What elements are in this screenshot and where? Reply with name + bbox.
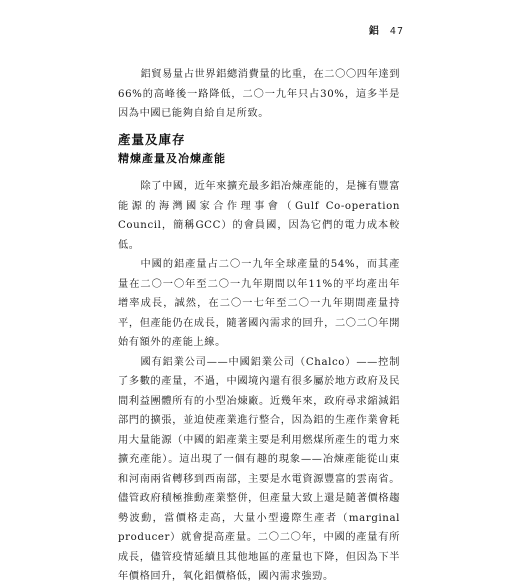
intro-block	[118, 65, 400, 124]
body-paragraph: 國有鋁業公司——中國鋁業公司（Chalco）——控制了多數的產量，不過，中國境內還有很多屬於地方政府及民間利益團體所有的小型冶煉廠。近幾年來，政府尋求縮減鋁部門的擴張，並迫使產業進行整合，因為鋁的生產作業會耗用大量能源（中國的鋁產業主要是利用燃煤所產生的電力來擴充產能）。這出現了一個有趣的現象——冶煉產能從山東和河南兩省轉移到西南部，主要是水電資源豐富的雲南省。儘管政府積極推動產業整併，但產量大致上還是隨著價格趨勢波動，當價格走高，大量小型邊際生產者（marginal producer）就會提高產量。二〇二〇年，中國的產量有所成長，儘管疫情延續且其他地區的產量也下降，但因為下半年價格回升，氧化鋁價格低，國內需求強勁。	[118, 356, 400, 582]
running-header-title: 鋁	[368, 26, 380, 37]
subsection-heading: 精煉產量及冶煉產能	[118, 152, 226, 165]
section-heading: 產量及庫存	[118, 132, 186, 147]
running-header	[369, 22, 404, 37]
body-paragraph: 除了中國，近年來擴充最多鋁冶煉產能的，是擁有豐富能源的海灣國家合作理事會（Gulf Co-operation Council，簡稱GCC）的會員國，因為它們的電力成本較低。	[118, 181, 400, 251]
page-number: 47	[389, 26, 404, 37]
body-paragraph: 中國的鋁產量占二〇一九年全球產量的54%，而其產量在二〇一〇年至二〇一九年期間以年11%的平均產出年增率成長，誠然，在二〇一七年至二〇一九年期間產量持平，但產能仍在成長，隨著國內需求的回升，二〇二〇年開始有額外的產能上線。	[118, 259, 400, 348]
intro-paragraph: 鋁貿易量占世界鋁總消費量的比重，在二〇〇四年達到66%的高峰後一路降低，二〇一九年只占30%，這多半是因為中國已能夠自給自足所致。	[118, 69, 400, 119]
body-text	[118, 177, 400, 587]
